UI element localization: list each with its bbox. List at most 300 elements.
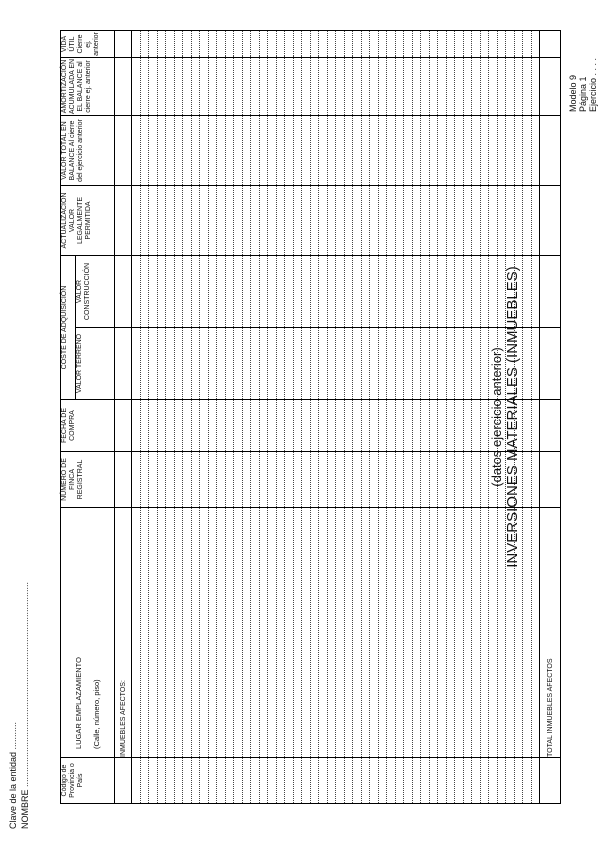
blank-entry-row — [531, 31, 540, 804]
blank-cell — [361, 31, 370, 58]
blank-entry-row — [132, 31, 141, 804]
blank-cell — [259, 758, 268, 804]
blank-cell — [429, 508, 438, 758]
blank-cell — [506, 508, 515, 758]
blank-cell — [336, 256, 345, 328]
blank-entry-row — [395, 31, 404, 804]
blank-cell — [234, 186, 243, 256]
blank-cell — [302, 116, 311, 186]
blank-cell — [455, 400, 464, 452]
blank-cell — [472, 758, 481, 804]
blank-cell — [446, 452, 455, 508]
blank-cell — [446, 328, 455, 400]
blank-cell — [225, 58, 234, 116]
blank-cell — [327, 186, 336, 256]
blank-cell — [395, 328, 404, 400]
blank-cell — [421, 116, 430, 186]
blank-cell — [353, 508, 362, 758]
blank-cell — [531, 186, 540, 256]
blank-cell — [302, 758, 311, 804]
blank-cell — [387, 452, 396, 508]
page-subtitle: (datos ejercicio anterior) — [489, 347, 504, 487]
blank-cell — [276, 186, 285, 256]
blank-cell — [132, 452, 141, 508]
blank-cell — [344, 328, 353, 400]
blank-cell — [497, 116, 506, 186]
blank-cell — [217, 452, 226, 508]
inmuebles-afectos-label: INMUEBLES AFECTOS: — [115, 508, 132, 758]
blank-entry-row — [327, 31, 336, 804]
blank-cell — [149, 328, 158, 400]
blank-cell — [404, 58, 413, 116]
blank-cell — [251, 31, 260, 58]
blank-cell — [421, 186, 430, 256]
blank-entry-row — [174, 31, 183, 804]
ejercicio-label: Ejercicio . . . . — [588, 57, 598, 112]
blank-cell — [489, 31, 498, 58]
blank-cell — [191, 58, 200, 116]
entity-nombre: NOMBRE .................................................................................. — [20, 581, 30, 829]
blank-cell — [242, 58, 251, 116]
blank-cell — [234, 256, 243, 328]
blank-cell — [293, 186, 302, 256]
blank-cell — [395, 31, 404, 58]
blank-cell — [174, 186, 183, 256]
blank-cell — [225, 186, 234, 256]
blank-cell — [412, 452, 421, 508]
blank-cell — [259, 31, 268, 58]
blank-cell — [353, 328, 362, 400]
blank-cell — [438, 58, 447, 116]
blank-cell — [361, 256, 370, 328]
blank-cell — [472, 508, 481, 758]
blank-cell — [395, 508, 404, 758]
blank-cell — [166, 256, 175, 328]
blank-cell — [370, 328, 379, 400]
blank-cell — [200, 256, 209, 328]
blank-cell — [361, 116, 370, 186]
blank-cell — [276, 400, 285, 452]
blank-cell — [234, 400, 243, 452]
entity-clave: Clave de la entidad ........... — [8, 721, 18, 829]
blank-cell — [191, 508, 200, 758]
blank-cell — [166, 758, 175, 804]
blank-cell — [327, 31, 336, 58]
blank-cell — [310, 452, 319, 508]
blank-cell — [370, 452, 379, 508]
blank-cell — [149, 452, 158, 508]
blank-cell — [174, 400, 183, 452]
blank-cell — [242, 400, 251, 452]
blank-cell — [327, 508, 336, 758]
col-amortizacion: AMORTIZACIÓN ACUMULADA EN EL BALANCE al cierre ej. anterior — [61, 58, 115, 116]
blank-cell — [200, 328, 209, 400]
blank-entry-row — [463, 31, 472, 804]
blank-cell — [208, 186, 217, 256]
blank-cell — [353, 452, 362, 508]
blank-cell — [157, 452, 166, 508]
blank-cell — [302, 186, 311, 256]
blank-cell — [242, 256, 251, 328]
blank-entry-row — [353, 31, 362, 804]
blank-cell — [404, 758, 413, 804]
blank-cell — [208, 116, 217, 186]
blank-entry-row — [302, 31, 311, 804]
blank-cell — [217, 116, 226, 186]
blank-cell — [259, 116, 268, 186]
blank-cell — [310, 256, 319, 328]
blank-cell — [157, 31, 166, 58]
blank-cell — [387, 186, 396, 256]
blank-cell — [378, 400, 387, 452]
blank-cell — [149, 256, 158, 328]
col-valor-terreno: VALOR TERRENO — [76, 328, 115, 400]
blank-cell — [242, 508, 251, 758]
blank-cell — [506, 186, 515, 256]
blank-cell — [480, 116, 489, 186]
blank-cell — [310, 186, 319, 256]
blank-cell — [166, 116, 175, 186]
blank-cell — [531, 400, 540, 452]
blank-cell — [370, 400, 379, 452]
blank-cell — [132, 116, 141, 186]
blank-cell — [412, 328, 421, 400]
blank-cell — [378, 328, 387, 400]
blank-cell — [140, 328, 149, 400]
blank-cell — [319, 452, 328, 508]
blank-entry-row — [336, 31, 345, 804]
blank-cell — [225, 508, 234, 758]
blank-cell — [506, 758, 515, 804]
blank-cell — [268, 256, 277, 328]
blank-cell — [183, 328, 192, 400]
blank-cell — [268, 508, 277, 758]
blank-cell — [149, 508, 158, 758]
blank-cell — [472, 328, 481, 400]
blank-cell — [293, 758, 302, 804]
blank-cell — [412, 186, 421, 256]
blank-cell — [421, 758, 430, 804]
blank-cell — [200, 508, 209, 758]
blank-cell — [455, 758, 464, 804]
blank-cell — [208, 328, 217, 400]
blank-cell — [455, 58, 464, 116]
blank-cell — [285, 58, 294, 116]
blank-cell — [429, 758, 438, 804]
blank-cell — [293, 31, 302, 58]
blank-cell — [302, 256, 311, 328]
col-vida-util: VIDA ÚTIL Cierre ej. anterior — [61, 31, 115, 58]
blank-cell — [302, 452, 311, 508]
blank-cell — [506, 400, 515, 452]
blank-cell — [344, 758, 353, 804]
blank-cell — [310, 400, 319, 452]
blank-entry-row — [251, 31, 260, 804]
blank-cell — [157, 116, 166, 186]
blank-cell — [285, 116, 294, 186]
blank-cell — [149, 400, 158, 452]
blank-cell — [268, 400, 277, 452]
blank-cell — [259, 452, 268, 508]
blank-entry-row — [157, 31, 166, 804]
blank-cell — [140, 31, 149, 58]
blank-cell — [310, 116, 319, 186]
blank-cell — [149, 31, 158, 58]
blank-cell — [455, 328, 464, 400]
blank-entry-row — [497, 31, 506, 804]
blank-cell — [149, 58, 158, 116]
blank-cell — [217, 328, 226, 400]
blank-cell — [489, 186, 498, 256]
blank-cell — [174, 452, 183, 508]
blank-cell — [370, 508, 379, 758]
blank-cell — [208, 400, 217, 452]
blank-cell — [412, 508, 421, 758]
blank-cell — [166, 31, 175, 58]
blank-entry-row — [285, 31, 294, 804]
blank-cell — [378, 116, 387, 186]
blank-cell — [293, 116, 302, 186]
blank-cell — [132, 400, 141, 452]
blank-cell — [285, 328, 294, 400]
col-lugar-sub: (Calle, número, piso) — [91, 679, 101, 749]
blank-cell — [276, 116, 285, 186]
blank-cell — [183, 186, 192, 256]
blank-cell — [489, 256, 498, 328]
blank-cell — [149, 116, 158, 186]
blank-cell — [191, 186, 200, 256]
blank-cell — [480, 508, 489, 758]
blank-cell — [404, 116, 413, 186]
blank-cell — [446, 58, 455, 116]
col-numero-finca: NÚMERO DE FINCA REGISTRAL — [61, 452, 115, 508]
blank-cell — [438, 328, 447, 400]
blank-cell — [327, 256, 336, 328]
blank-cell — [302, 508, 311, 758]
blank-cell — [336, 508, 345, 758]
blank-cell — [208, 508, 217, 758]
blank-cell — [268, 186, 277, 256]
blank-cell — [489, 116, 498, 186]
blank-cell — [497, 256, 506, 328]
blank-cell — [404, 400, 413, 452]
blank-cell — [472, 256, 481, 328]
blank-entry-row — [319, 31, 328, 804]
blank-cell — [404, 256, 413, 328]
blank-cell — [438, 452, 447, 508]
blank-cell — [217, 31, 226, 58]
blank-cell — [404, 328, 413, 400]
blank-cell — [446, 116, 455, 186]
blank-cell — [421, 256, 430, 328]
blank-cell — [395, 58, 404, 116]
blank-cell — [463, 58, 472, 116]
blank-cell — [353, 400, 362, 452]
blank-cell — [276, 328, 285, 400]
blank-cell — [497, 452, 506, 508]
blank-cell — [353, 31, 362, 58]
blank-cell — [506, 328, 515, 400]
blank-cell — [200, 58, 209, 116]
blank-cell — [523, 31, 532, 58]
blank-cell — [336, 186, 345, 256]
blank-entry-row — [370, 31, 379, 804]
blank-cell — [336, 400, 345, 452]
blank-cell — [412, 256, 421, 328]
blank-cell — [259, 186, 268, 256]
blank-cell — [463, 31, 472, 58]
blank-cell — [174, 116, 183, 186]
blank-cell — [523, 508, 532, 758]
blank-cell — [251, 758, 260, 804]
blank-cell — [404, 452, 413, 508]
blank-cell — [438, 508, 447, 758]
blank-cell — [523, 400, 532, 452]
blank-cell — [497, 328, 506, 400]
blank-cell — [234, 31, 243, 58]
blank-cell — [514, 758, 523, 804]
blank-entry-row — [208, 31, 217, 804]
blank-cell — [259, 400, 268, 452]
blank-cell — [336, 31, 345, 58]
blank-cell — [344, 400, 353, 452]
blank-cell — [251, 58, 260, 116]
blank-cell — [174, 758, 183, 804]
blank-cell — [489, 452, 498, 508]
blank-cell — [259, 508, 268, 758]
blank-cell — [514, 328, 523, 400]
blank-cell — [378, 31, 387, 58]
blank-cell — [387, 58, 396, 116]
blank-cell — [276, 256, 285, 328]
col-lugar-title: LUGAR EMPLAZAMIENTO — [73, 657, 83, 749]
blank-cell — [140, 58, 149, 116]
blank-cell — [472, 452, 481, 508]
blank-cell — [463, 328, 472, 400]
blank-cell — [523, 256, 532, 328]
blank-entry-row — [183, 31, 192, 804]
blank-entry-row — [412, 31, 421, 804]
blank-cell — [208, 31, 217, 58]
blank-cell — [514, 186, 523, 256]
blank-cell — [531, 328, 540, 400]
blank-cell — [489, 758, 498, 804]
blank-cell — [421, 328, 430, 400]
blank-cell — [387, 31, 396, 58]
blank-cell — [242, 186, 251, 256]
blank-cell — [429, 31, 438, 58]
blank-cell — [378, 256, 387, 328]
blank-entry-row — [446, 31, 455, 804]
blank-cell — [514, 116, 523, 186]
blank-cell — [353, 116, 362, 186]
blank-cell — [208, 58, 217, 116]
blank-cell — [370, 256, 379, 328]
blank-cell — [531, 508, 540, 758]
blank-cell — [336, 452, 345, 508]
blank-cell — [361, 58, 370, 116]
blank-cell — [395, 256, 404, 328]
blank-cell — [157, 758, 166, 804]
blank-entry-row — [361, 31, 370, 804]
blank-cell — [438, 400, 447, 452]
blank-cell — [531, 116, 540, 186]
blank-cell — [157, 256, 166, 328]
blank-cell — [225, 452, 234, 508]
blank-cell — [234, 508, 243, 758]
blank-cell — [259, 256, 268, 328]
blank-cell — [395, 116, 404, 186]
blank-cell — [463, 116, 472, 186]
blank-cell — [446, 31, 455, 58]
modelo-label: Modelo 9 — [568, 74, 578, 112]
blank-cell — [319, 256, 328, 328]
blank-cell — [429, 116, 438, 186]
blank-cell — [531, 452, 540, 508]
blank-cell — [489, 328, 498, 400]
blank-cell — [480, 328, 489, 400]
blank-cell — [489, 58, 498, 116]
blank-cell — [370, 116, 379, 186]
col-coste-adquisicion: COSTE DE ADQUISICIÓN — [61, 256, 76, 400]
blank-cell — [208, 452, 217, 508]
blank-cell — [200, 400, 209, 452]
blank-cell — [234, 58, 243, 116]
blank-cell — [234, 758, 243, 804]
blank-cell — [242, 758, 251, 804]
blank-cell — [183, 452, 192, 508]
blank-cell — [276, 452, 285, 508]
blank-cell — [412, 758, 421, 804]
blank-cell — [285, 508, 294, 758]
blank-cell — [319, 508, 328, 758]
blank-cell — [387, 758, 396, 804]
blank-cell — [276, 758, 285, 804]
blank-cell — [268, 116, 277, 186]
blank-cell — [429, 256, 438, 328]
blank-cell — [506, 58, 515, 116]
inmuebles-table — [60, 30, 561, 804]
blank-cell — [489, 400, 498, 452]
blank-cell — [285, 452, 294, 508]
blank-cell — [446, 508, 455, 758]
blank-cell — [157, 508, 166, 758]
blank-cell — [166, 400, 175, 452]
blank-cell — [480, 256, 489, 328]
blank-cell — [378, 186, 387, 256]
col-valor-total: VALOR TOTAL EN BALANCE Al cierre del ejercicio anterior — [61, 116, 115, 186]
blank-cell — [132, 31, 141, 58]
blank-cell — [421, 400, 430, 452]
blank-cell — [463, 508, 472, 758]
blank-cell — [353, 58, 362, 116]
blank-cell — [285, 256, 294, 328]
blank-cell — [285, 31, 294, 58]
blank-cell — [140, 508, 149, 758]
blank-cell — [353, 758, 362, 804]
blank-cell — [166, 508, 175, 758]
blank-cell — [225, 328, 234, 400]
blank-cell — [336, 58, 345, 116]
blank-cell — [514, 58, 523, 116]
blank-cell — [455, 508, 464, 758]
blank-cell — [302, 400, 311, 452]
blank-cell — [361, 400, 370, 452]
blank-cell — [395, 186, 404, 256]
blank-cell — [234, 328, 243, 400]
blank-cell — [412, 400, 421, 452]
blank-cell — [293, 508, 302, 758]
